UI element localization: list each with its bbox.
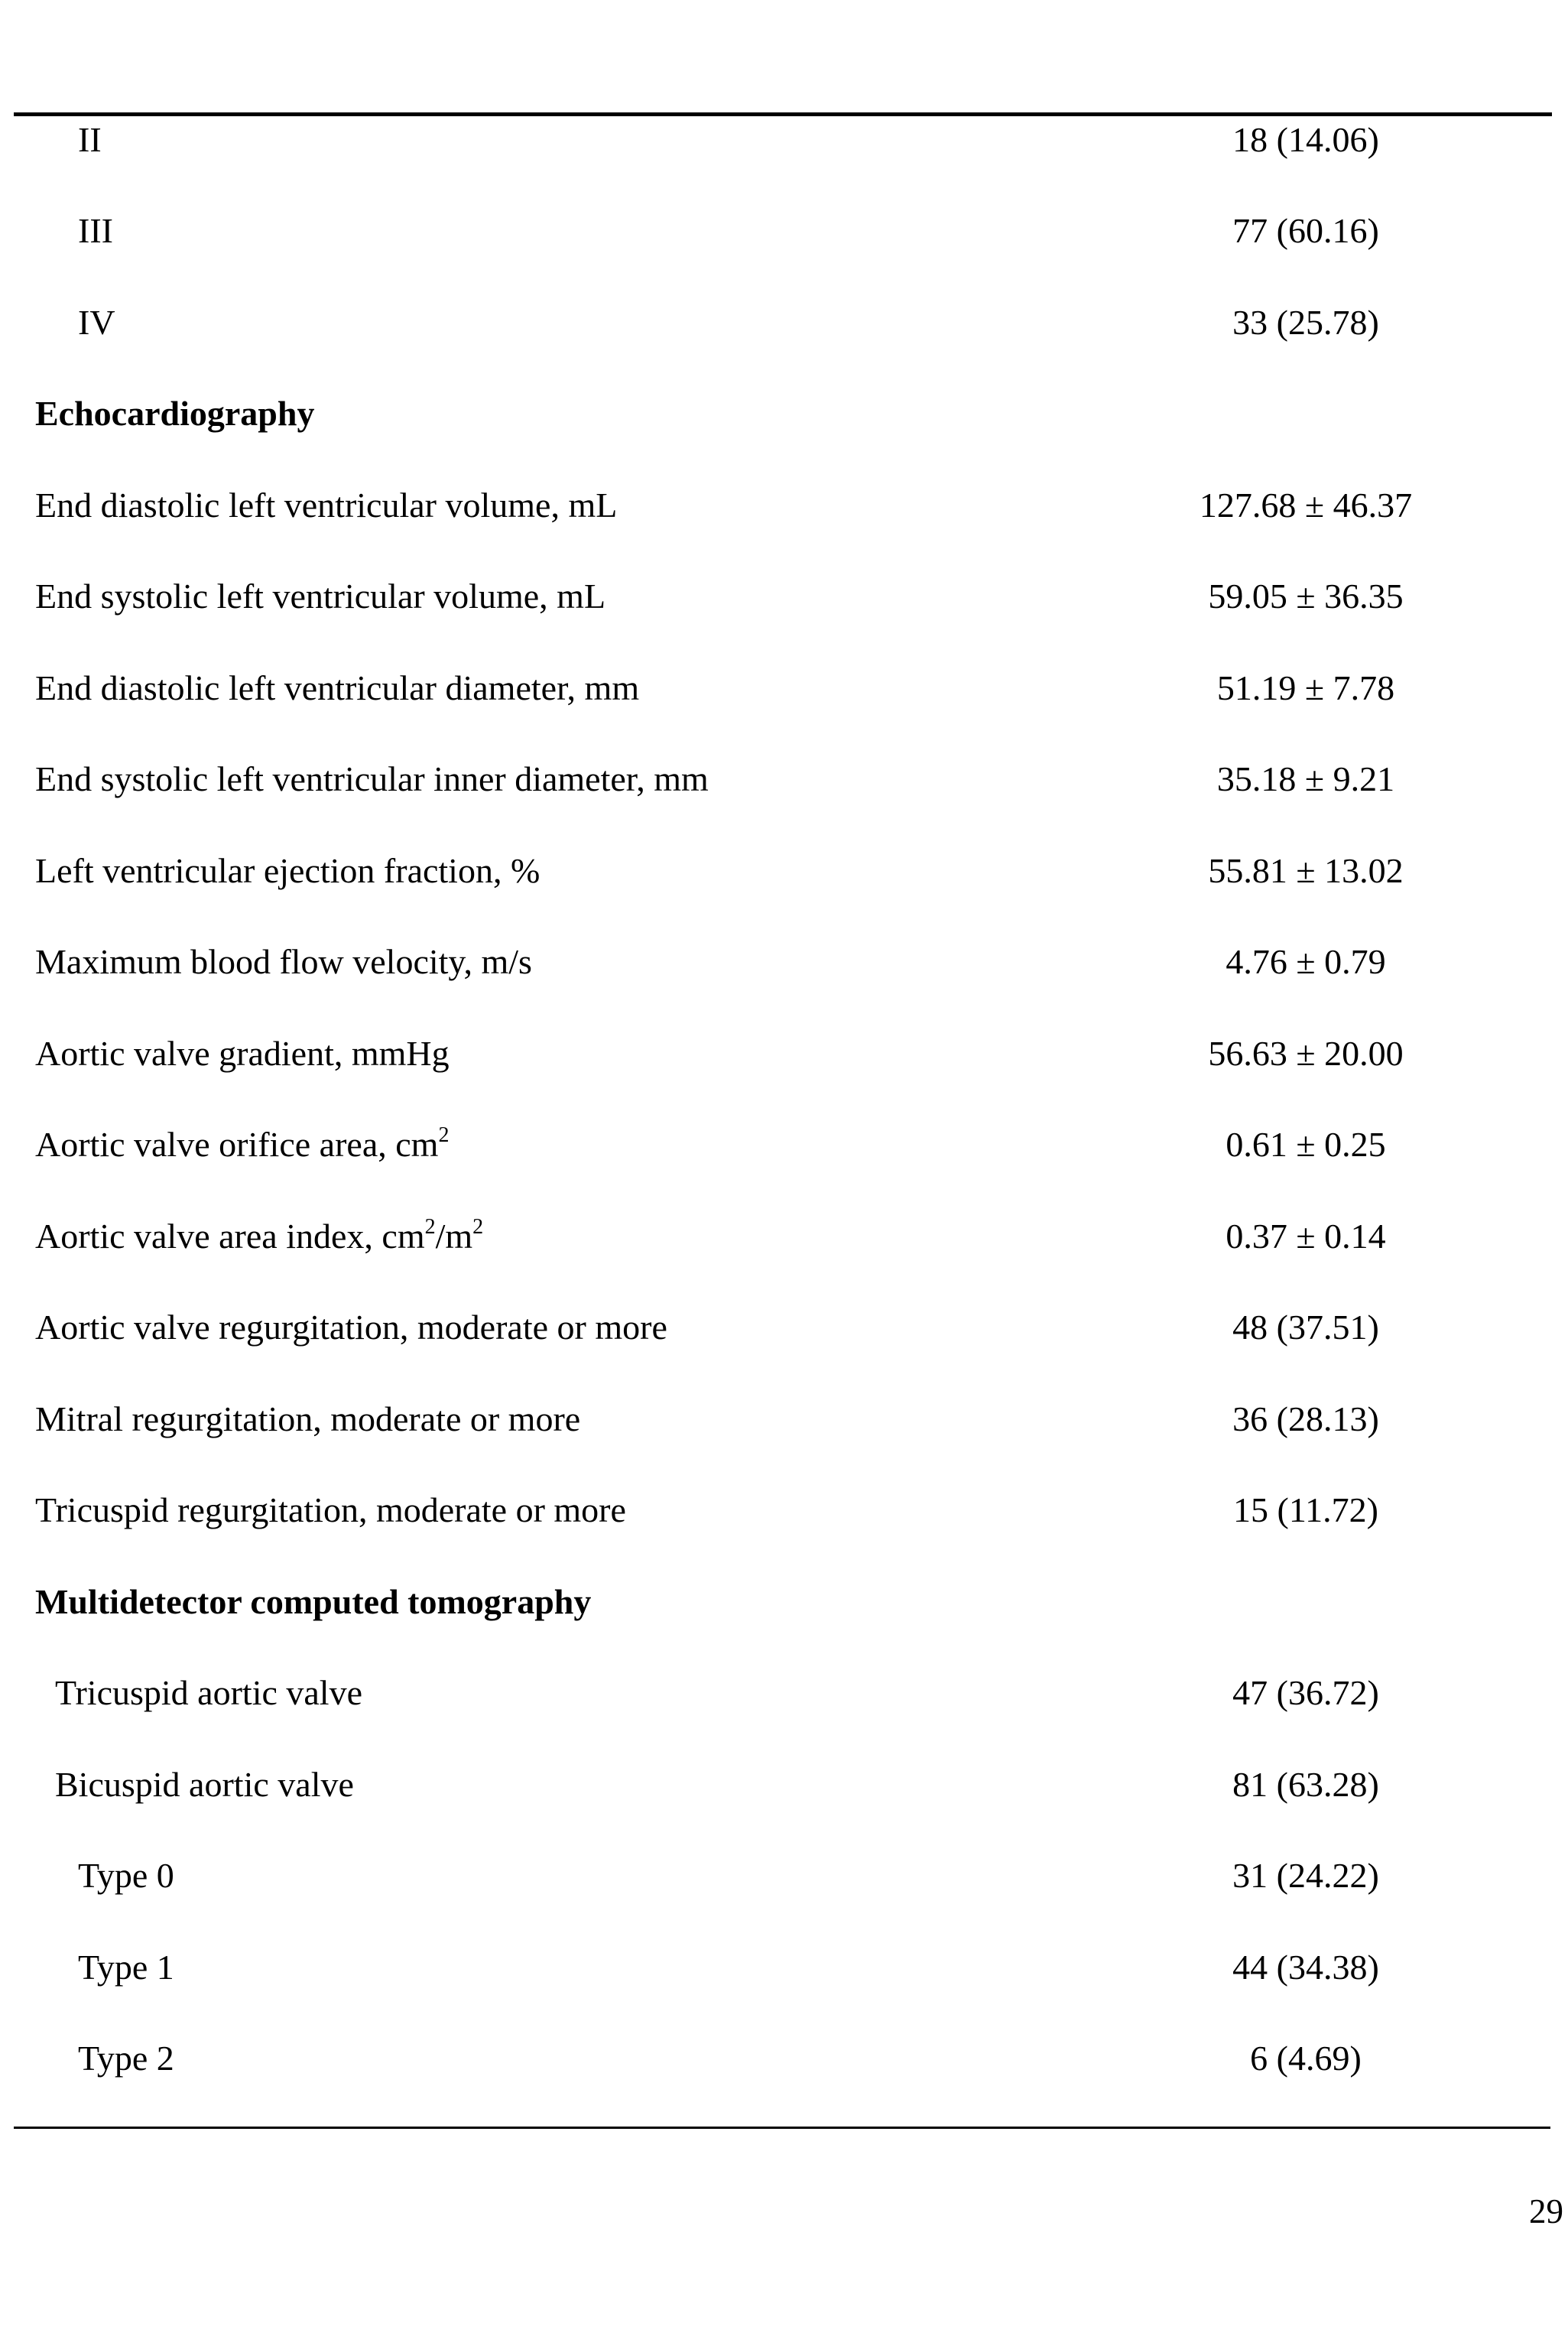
page-number: 29 (1529, 2192, 1563, 2231)
superscript: 2 (424, 1214, 436, 1239)
superscript: 2 (438, 1123, 450, 1148)
section-header (35, 1581, 592, 1621)
row-label (78, 1947, 174, 1987)
label-text: II (78, 119, 102, 159)
table-row (0, 1831, 1568, 1922)
table-row (0, 186, 1568, 278)
table-row (0, 2013, 1568, 2105)
table-row (0, 1282, 1568, 1374)
row-value: 77 (60.16) (1232, 211, 1379, 251)
label-text: Aortic valve area index, cm (35, 1216, 425, 1256)
label-text: Aortic valve orifice area, cm (35, 1125, 439, 1165)
table-row (0, 1191, 1568, 1282)
row-value: 59.05 ± 36.35 (1208, 577, 1404, 616)
row-value: 0.61 ± 0.25 (1226, 1125, 1386, 1165)
row-value: 55.81 ± 13.02 (1208, 850, 1404, 890)
table-row (0, 1465, 1568, 1557)
row-label (35, 579, 605, 614)
label-text: Left ventricular ejection fraction, % (35, 850, 541, 890)
label-text: Maximum blood flow velocity, m/s (35, 942, 532, 982)
label-text: III (78, 211, 113, 251)
label-text: Multidetector computed tomography (35, 1581, 592, 1621)
row-label (35, 850, 541, 890)
row-label (35, 1490, 626, 1530)
row-value: 0.37 ± 0.14 (1226, 1216, 1386, 1256)
table-row (0, 277, 1568, 369)
row-value: 36 (28.13) (1232, 1399, 1379, 1438)
row-value: 44 (34.38) (1232, 1947, 1379, 1987)
label-text: Aortic valve gradient, mmHg (35, 1033, 450, 1073)
row-value: 6 (4.69) (1250, 2039, 1362, 2078)
table-row (0, 642, 1568, 734)
row-value: 81 (63.28) (1232, 1764, 1379, 1804)
row-label (35, 944, 532, 980)
section-header (35, 394, 315, 434)
table-row (0, 825, 1568, 917)
row-value: 33 (25.78) (1232, 302, 1379, 342)
label-text: Type 0 (78, 1856, 174, 1896)
superscript: 2 (472, 1214, 484, 1239)
row-value: 51.19 ± 7.78 (1216, 668, 1395, 707)
label-text: End systolic left ventricular volume, mL (35, 577, 606, 616)
row-label (35, 485, 618, 525)
row-value: 35.18 ± 9.21 (1216, 759, 1395, 799)
table-row (0, 1373, 1568, 1465)
label-text: Type 2 (78, 2039, 174, 2078)
row-label (55, 1764, 354, 1804)
row-value: 47 (36.72) (1232, 1673, 1379, 1713)
row-label (78, 302, 115, 342)
table-bottom-rule (14, 2127, 1550, 2129)
table-row (0, 1556, 1568, 1648)
table-row (0, 460, 1568, 551)
row-label (78, 2041, 174, 2076)
label-text: End systolic left ventricular inner diameter, mm (35, 759, 709, 799)
label-text: /m (435, 1216, 473, 1256)
table-row (0, 917, 1568, 1009)
table-row (0, 1648, 1568, 1740)
row-value: 4.76 ± 0.79 (1226, 942, 1386, 982)
table-row (0, 369, 1568, 460)
row-label (78, 119, 102, 159)
label-text: IV (78, 302, 115, 342)
row-value: 127.68 ± 46.37 (1199, 485, 1413, 525)
label-text: End diastolic left ventricular volume, mL (35, 485, 618, 525)
table-row (0, 1008, 1568, 1100)
row-label (35, 1033, 450, 1073)
row-value: 18 (14.06) (1232, 119, 1379, 159)
table-row (0, 551, 1568, 643)
row-value: 31 (24.22) (1232, 1856, 1379, 1896)
row-label (35, 1123, 450, 1165)
row-label (35, 1310, 667, 1345)
label-text: Bicuspid aortic valve (55, 1764, 354, 1804)
row-label (78, 213, 113, 249)
label-text: Type 1 (78, 1947, 174, 1987)
row-label (55, 1675, 362, 1711)
label-text: Tricuspid aortic valve (55, 1673, 363, 1713)
row-label (35, 1214, 484, 1256)
table-row (0, 1100, 1568, 1191)
table-row (0, 734, 1568, 826)
row-label (35, 1399, 581, 1438)
row-label (78, 1856, 174, 1896)
row-label (35, 759, 709, 799)
label-text: Tricuspid regurgitation, moderate or more (35, 1490, 626, 1530)
label-text: Mitral regurgitation, moderate or more (35, 1399, 581, 1438)
row-label (35, 668, 640, 707)
table-row (0, 1922, 1568, 2013)
row-value: 56.63 ± 20.00 (1208, 1033, 1404, 1073)
label-text: End diastolic left ventricular diameter, mm (35, 668, 640, 707)
table-row (0, 1739, 1568, 1831)
table-row (0, 94, 1568, 186)
row-value: 48 (37.51) (1232, 1308, 1379, 1347)
label-text: Echocardiography (35, 394, 315, 434)
label-text: Aortic valve regurgitation, moderate or more (35, 1308, 667, 1347)
row-value: 15 (11.72) (1233, 1490, 1378, 1530)
table-body (0, 94, 1568, 2104)
